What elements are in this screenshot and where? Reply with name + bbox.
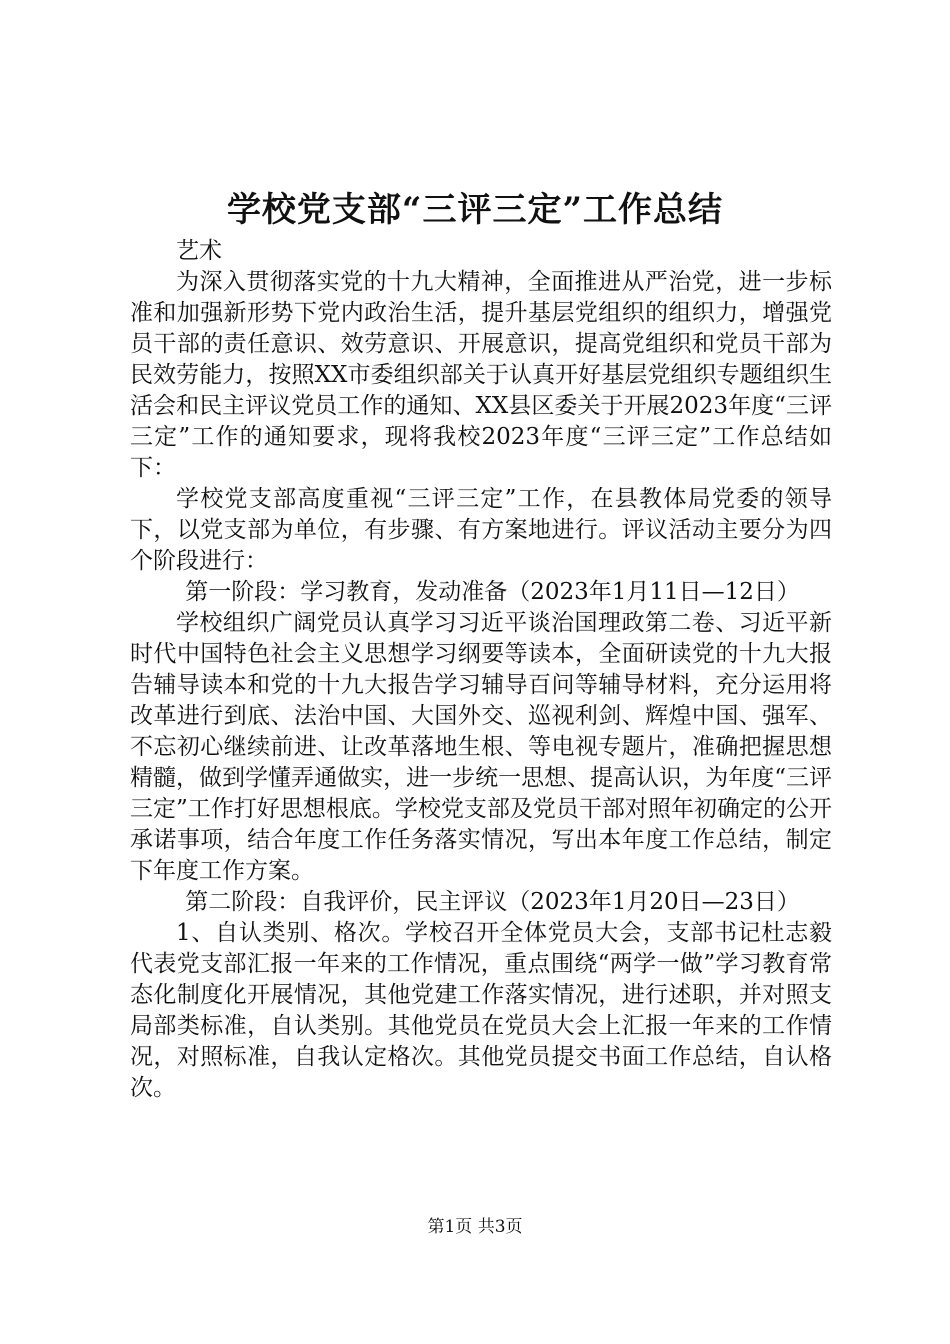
paragraph-stage-one: 学校组织广阔党员认真学习习近平谈治国理政第二卷、习近平新时代中国特色社会主义思想学习纲要等读本，全面研读党的十九大报告辅导读本和党的十九大报告学习辅导百问等辅导材料，充分运用将改革进行到底、法治中国、大国外交、巡视利剑、辉煌中国、强军、不忘初心继续前进、让改革落地生根、等电视专题片，准确把握思想精髓，做到学懂弄通做实，进一步统一思想、提高认识，为年度“三评三定”工作打好思想根底。学校党支部及党员干部对照年初确定的公开承诺事项，结合年度工作任务落实情况，写出本年度工作总结，制定下年度工作方案。 xyxy=(130,610,832,884)
stage-two-heading: 第二阶段：自我评价，民主评议（2023年1月20日—23日） xyxy=(185,889,800,915)
paragraph-stage-two-item-1: 1、自认类别、格次。学校召开全体党员大会，支部书记杜志毅代表党支部汇报一年来的工作情况，重点围绕“两学一做”学习教育常态化制度化开展情况，其他党建工作落实情况，进行述职，并对照支局部类标准，自认类别。其他党员在党员大会上汇报一年来的工作情况，对照标准，自我认定格次。其他党员提交书面工作总结，自认格次。 xyxy=(130,920,832,1101)
page-number: 第1页 共3页 xyxy=(427,1217,523,1237)
document-body xyxy=(130,236,832,1104)
paragraph-intro: 为深入贯彻落实党的十九大精神，全面推进从严治党，进一步标准和加强新形势下党内政治生活，提升基层党组织的组织力，增强党员干部的责任意识、效劳意识、开展意识，提高党组织和党员干部为民效劳能力，按照XX市委组织部关于认真开好基层党组织专题组织生活会和民主评议党员工作的通知、XX县区委关于开展2023年度“三评三定”工作的通知要求，现将我校2023年度“三评三定”工作总结如下： xyxy=(130,269,832,481)
stage-one-heading: 第一阶段：学习教育，发动准备（2023年1月11日—12日） xyxy=(185,579,800,605)
document-title: 学校党支部“三评三定”工作总结 xyxy=(226,190,724,230)
paragraph-overview: 学校党支部高度重视“三评三定”工作，在县教体局党委的领导下，以党支部为单位，有步骤、有方案地进行。评议活动主要分为四个阶段进行： xyxy=(130,486,832,574)
author-line: 艺术 xyxy=(176,238,222,264)
